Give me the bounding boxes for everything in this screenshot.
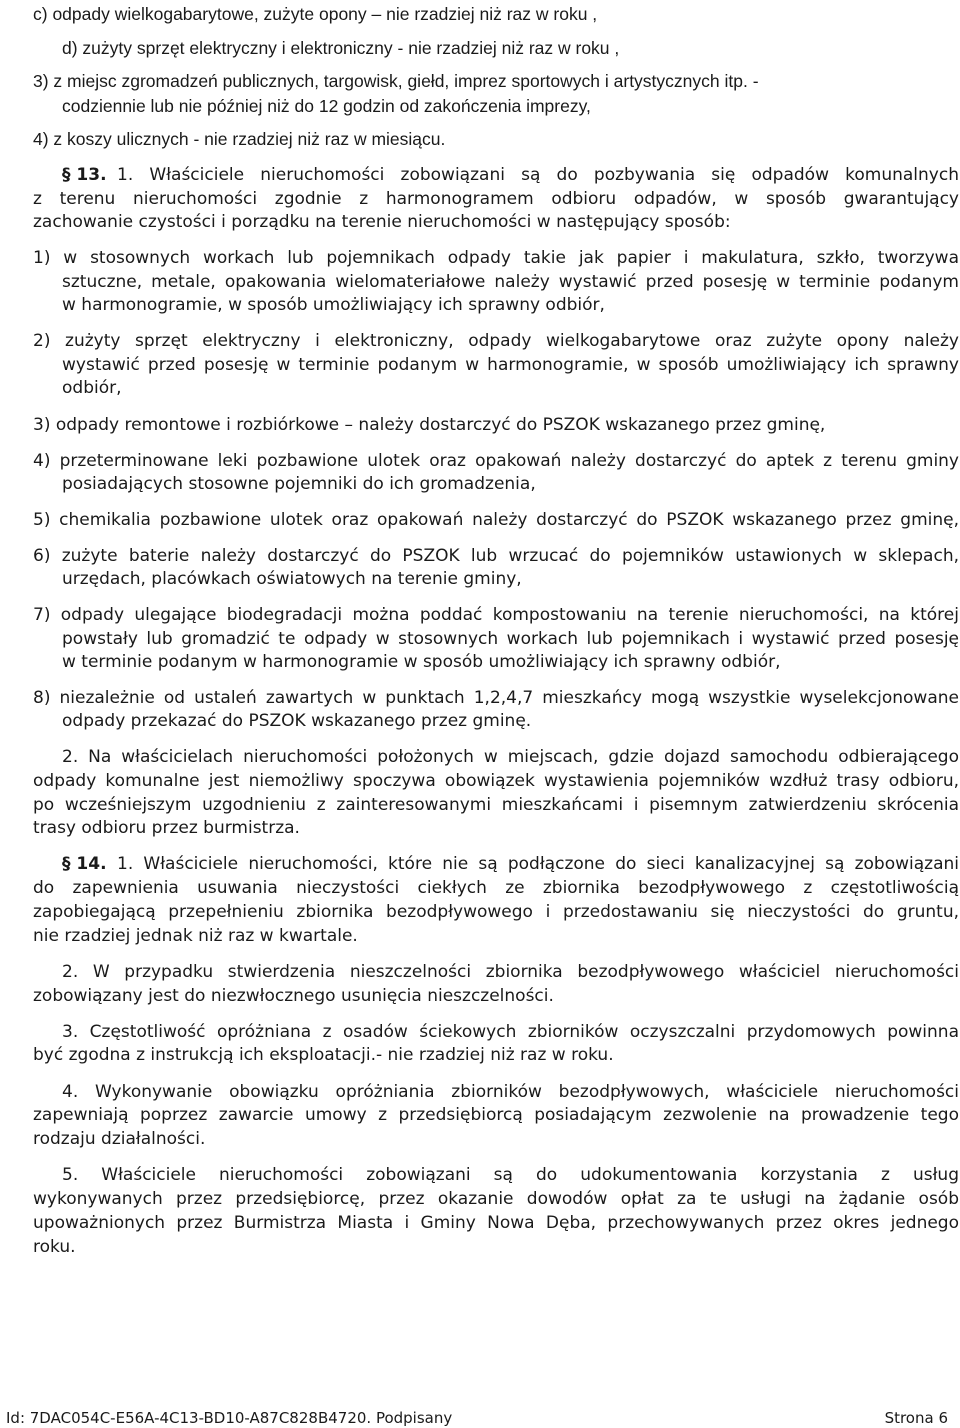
text-line: 1. Właściciele nieruchomości, które nie są podłączone do sieci kanalizacyjnej są zobowiązani xyxy=(117,854,959,874)
text-line: 1. Właściciele nieruchomości zobowiązani są do pozbywania się odpadów komunalnych xyxy=(117,165,959,185)
text-line: c) odpady wielkogabarytowe, zużyte opony – nie rzadziej niż raz w roku , xyxy=(33,4,598,24)
text-line: 8) niezależnie od ustaleń zawartych w punktach 1,2,4,7 mieszkańcy mogą wszystkie wyselekcjonowane xyxy=(33,688,959,708)
footer-page-number: Strona 6 xyxy=(884,1409,948,1427)
text-line: 5) chemikalia pozbawione ulotek oraz opakowań należy dostarczyć do PSZOK wskazanego przez gminę, xyxy=(33,510,959,530)
footer-document-id: Id: 7DAC054C-E56A-4C13-BD10-A87C828B4720. Podpisany xyxy=(6,1409,453,1427)
text-line: 2. W przypadku stwierdzenia nieszczelności zbiornika bezodpływowego właściciel nieruchomości xyxy=(62,962,959,982)
text-line: rodzaju działalności. xyxy=(33,1129,206,1149)
text-line: 1) w stosownych workach lub pojemnikach odpady takie jak papier i makulatura, szkło, tworzywa xyxy=(33,248,959,268)
text-line: roku. xyxy=(33,1237,76,1257)
text-line: do zapewnienia usuwania nieczystości ciekłych ze zbiornika bezodpływowego z częstotliwością xyxy=(33,878,959,898)
text-line: z terenu nieruchomości zgodnie z harmonogramem odbioru odpadów, w sposób gwarantujący xyxy=(33,189,959,209)
text-line: 4) z koszy ulicznych - nie rzadziej niż raz w miesiącu. xyxy=(33,129,446,149)
text-line: zapobiegającą przepełnieniu zbiornika bezodpływowego i przedostawaniu się nieczystości do gruntu, xyxy=(33,902,959,922)
text-line: powstały lub gromadzić te odpady w stosownych workach lub pojemnikach i wystawić przed posesję xyxy=(62,629,959,649)
text-line: 2) zużyty sprzęt elektryczny i elektroniczny, odpady wielkogabarytowe oraz zużyte opony należy xyxy=(33,331,959,351)
text-line: 7) odpady ulegające biodegradacji można poddać kompostowaniu na terenie nieruchomości, na której xyxy=(33,605,959,625)
text-line: 2. Na właścicielach nieruchomości położonych w miejscach, gdzie dojazd samochodu odbierającego xyxy=(62,747,959,767)
text-line: 4) przeterminowane leki pozbawione ulotek oraz opakowań należy dostarczyć do aptek z terenu gminy xyxy=(33,451,959,471)
text-line: zapewniają poprzez zawarcie umowy z przedsiębiorcą posiadającym zezwolenie na prowadzenie tego xyxy=(33,1105,959,1125)
section-heading: § 13. xyxy=(62,165,107,185)
text-line: upoważnionych przez Burmistrza Miasta i Gminy Nowa Dęba, przechowywanych przez okres jednego xyxy=(33,1213,959,1233)
section-heading: § 14. xyxy=(62,854,107,874)
text-line: sztuczne, metale, opakowania wielomateriałowe należy wystawić przed posesję w terminie podanym xyxy=(62,272,959,292)
text-line: 3. Częstotliwość opróżniana z osadów ściekowych zbiorników oczyszczalni przydomowych powinna xyxy=(62,1022,959,1042)
text-line: nie rzadziej jednak niż raz w kwartale. xyxy=(33,926,358,946)
text-line: urzędach, placówkach oświatowych na terenie gminy, xyxy=(62,569,522,589)
text-line: 3) odpady remontowe i rozbiórkowe – należy dostarczyć do PSZOK wskazanego przez gminę, xyxy=(33,415,826,435)
text-line: być zgodna z instrukcją ich eksploatacji.- nie rzadziej niż raz w roku. xyxy=(33,1045,614,1065)
text-line: d) zużyty sprzęt elektryczny i elektroniczny - nie rzadziej niż raz w roku , xyxy=(62,38,620,58)
text-line: zachowanie czystości i porządku na terenie nieruchomości w następujący sposób: xyxy=(33,212,731,232)
text-line: zobowiązany jest do niezwłocznego usunięcia nieszczelności. xyxy=(33,986,554,1006)
text-line: w harmonogramie, w sposób umożliwiający ich sprawny odbiór, xyxy=(62,295,605,315)
text-line: posiadających stosowne pojemniki do ich gromadzenia, xyxy=(62,474,536,494)
text-line: codziennie lub nie później niż do 12 godzin od zakończenia imprezy, xyxy=(62,96,591,116)
text-line: 5. Właściciele nieruchomości zobowiązani są do udokumentowania korzystania z usług xyxy=(62,1165,959,1185)
text-line: 6) zużyte baterie należy dostarczyć do PSZOK lub wrzucać do pojemników ustawionych w sklepach, xyxy=(33,546,959,566)
text-line: po wcześniejszym uzgodnieniu z zainteresowanymi mieszkańcami i pisemnym zatwierdzeniu skrócenia xyxy=(33,795,959,815)
text-line: trasy odbioru przez burmistrza. xyxy=(33,818,300,838)
text-line: wystawić przed posesję w terminie podanym w harmonogramie, w sposób umożliwiający ich sprawny xyxy=(62,355,959,375)
text-line: odpady komunalne jest niemożliwy spoczywa obowiązek wystawienia pojemników wzdłuż trasy odbioru, xyxy=(33,771,959,791)
text-line: 4. Wykonywanie obowiązku opróżniania zbiorników bezodpływowych, właściciele nieruchomości xyxy=(62,1082,959,1102)
text-line: odpady przekazać do PSZOK wskazanego przez gminę. xyxy=(62,711,532,731)
text-line: 3) z miejsc zgromadzeń publicznych, targowisk, giełd, imprez sportowych i artystycznych itp. - xyxy=(33,71,759,91)
text-line: odbiór, xyxy=(62,378,122,398)
text-line: wykonywanych przez przedsiębiorcę, przez okazanie dowodów opłat za te usługi na żądanie osób xyxy=(33,1189,959,1209)
text-line: w terminie podanym w harmonogramie w sposób umożliwiający ich sprawny odbiór, xyxy=(62,652,781,672)
